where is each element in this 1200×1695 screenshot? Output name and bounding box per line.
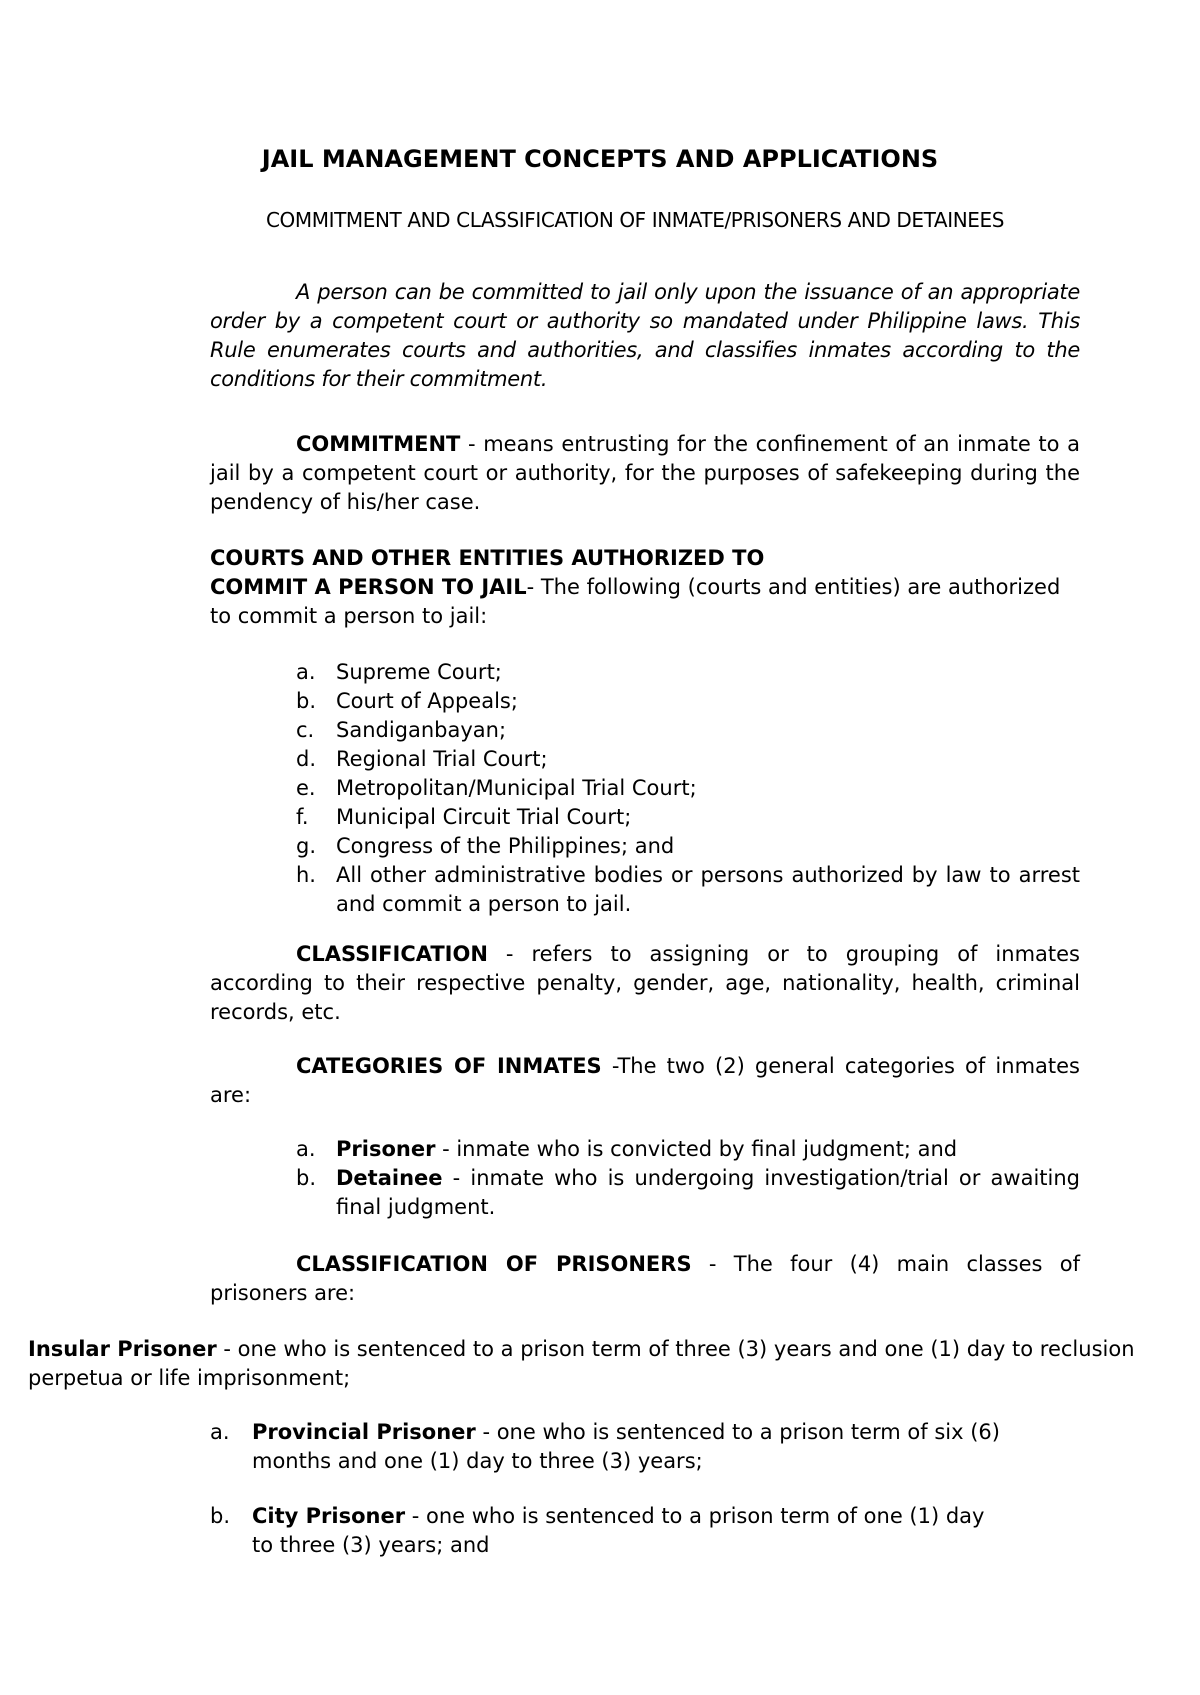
prisoners-definition: - The four (4) main classes of prisoners are: — [210, 1252, 1080, 1305]
list-item-text: - one who is sentenced to a prison term of six (6) months and one (1) day to three (3) years; — [252, 1420, 1000, 1473]
prisoners-list — [210, 1418, 1010, 1560]
categories-paragraph — [210, 1052, 1080, 1110]
list-item-text: Municipal Circuit Trial Court; — [336, 805, 632, 829]
prisoner-term: City Prisoner — [252, 1504, 406, 1528]
list-marker: b. — [210, 1504, 231, 1528]
list-item-text: Sandiganbayan; — [336, 718, 507, 742]
categories-list — [296, 1135, 1080, 1222]
list-item — [296, 861, 1080, 919]
list-item-text: Court of Appeals; — [336, 689, 518, 713]
list-item — [210, 1502, 1010, 1560]
courts-list — [296, 658, 1080, 919]
insular-prisoner-text: - one who is sentenced to a prison term of three (3) years and one (1) day to reclusion perpetua or life imprisonment; — [28, 1337, 1135, 1390]
commitment-paragraph — [210, 430, 1080, 517]
list-item — [296, 774, 1080, 803]
courts-heading-line2: COMMIT A PERSON TO JAIL — [210, 575, 527, 599]
insular-prisoner-paragraph — [28, 1335, 1138, 1393]
list-marker: a. — [296, 660, 316, 684]
prisoners-paragraph — [210, 1250, 1080, 1308]
list-marker: b. — [296, 1166, 317, 1190]
list-item-text: - one who is sentenced to a prison term of one (1) day to three (3) years; and — [252, 1504, 985, 1557]
list-marker: a. — [296, 1137, 316, 1161]
list-item-text: Regional Trial Court; — [336, 747, 548, 771]
list-item — [296, 745, 1080, 774]
courts-heading-line1: COURTS AND OTHER ENTITIES AUTHORIZED TO — [210, 546, 765, 570]
list-marker: b. — [296, 689, 317, 713]
courts-lead: - The following (courts and entities) are authorized to commit a person to jail: — [210, 575, 1061, 628]
list-item — [296, 687, 1080, 716]
list-marker: e. — [296, 776, 316, 800]
courts-section — [210, 544, 1080, 631]
list-item-text: Supreme Court; — [336, 660, 502, 684]
list-marker: c. — [296, 718, 315, 742]
list-item-text: Congress of the Philippines; and — [336, 834, 675, 858]
list-marker: g. — [296, 834, 317, 858]
list-item-text: Metropolitan/Municipal Trial Court; — [336, 776, 697, 800]
categories-definition: -The two (2) general categories of inmates are: — [210, 1054, 1080, 1107]
list-marker: h. — [296, 863, 316, 887]
list-marker: f. — [296, 805, 309, 829]
document-subtitle: COMMITMENT AND CLASSIFICATION OF INMATE/PRISONERS AND DETAINEES — [265, 208, 1005, 232]
list-item — [210, 1418, 1010, 1476]
classification-definition: - refers to assigning or to grouping of inmates according to their respective penalty, gender, age, nationality, health, criminal records, etc. — [210, 942, 1080, 1024]
classification-paragraph — [210, 940, 1080, 1027]
category-term: Detainee — [336, 1166, 443, 1190]
list-item — [296, 658, 1080, 687]
list-item-text: - inmate who is undergoing investigation/trial or awaiting final judgment. — [336, 1166, 1080, 1219]
prisoners-term: CLASSIFICATION OF PRISONERS — [296, 1252, 692, 1276]
intro-paragraph: A person can be committed to jail only upon the issuance of an appropriate order by a competent court or authority so mandated under Philippine laws. This Rule enumerates courts and authorities, and classifies inmates according to the conditions for their commitment. — [210, 280, 1080, 391]
classification-term: CLASSIFICATION — [296, 942, 488, 966]
commitment-term: COMMITMENT — [296, 432, 461, 456]
categories-term: CATEGORIES OF INMATES — [296, 1054, 602, 1078]
list-item-text: All other administrative bodies or persons authorized by law to arrest and commit a person to jail. — [336, 863, 1080, 916]
document-title: JAIL MANAGEMENT CONCEPTS AND APPLICATIONS — [261, 145, 939, 173]
insular-prisoner-term: Insular Prisoner — [28, 1337, 217, 1361]
list-item — [296, 832, 1080, 861]
list-marker: a. — [210, 1420, 230, 1444]
list-item — [296, 716, 1080, 745]
category-term: Prisoner — [336, 1137, 436, 1161]
list-marker: d. — [296, 747, 317, 771]
list-item — [296, 803, 1080, 832]
list-item — [296, 1164, 1080, 1222]
commitment-definition: - means entrusting for the confinement of an inmate to a jail by a competent court or authority, for the purposes of safekeeping during the pendency of his/her case. — [210, 432, 1080, 514]
prisoner-term: Provincial Prisoner — [252, 1420, 476, 1444]
list-item — [296, 1135, 1080, 1164]
list-item-text: - inmate who is convicted by final judgment; and — [435, 1137, 958, 1161]
